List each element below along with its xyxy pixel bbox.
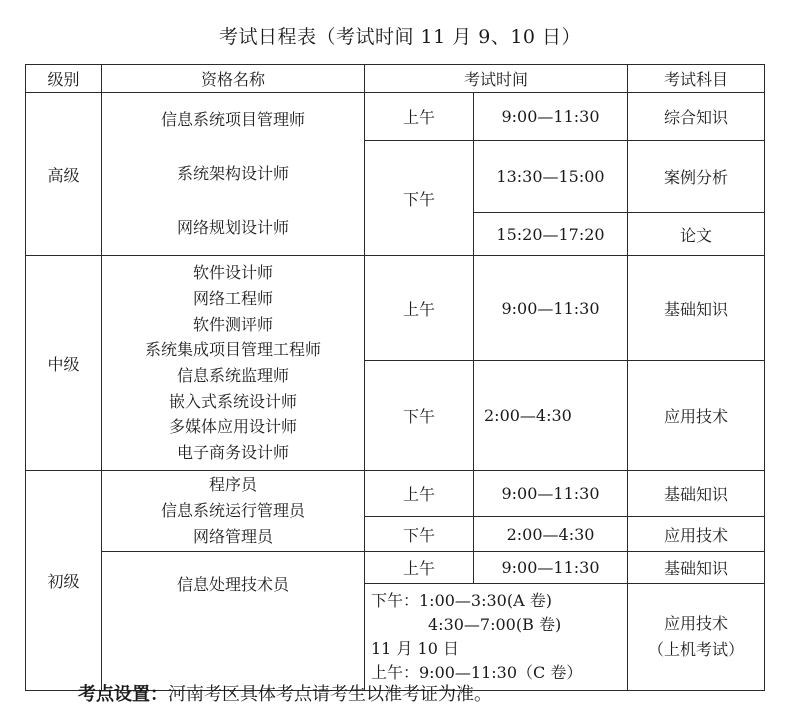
period-cell: 上午 [365, 552, 474, 584]
table-row [26, 256, 765, 361]
subject-label: 应用技术 [664, 614, 729, 633]
level-cell: 中级 [26, 256, 102, 471]
header-level: 级别 [26, 65, 102, 93]
period-cell: 下午 [365, 517, 474, 552]
subject-cell: 案例分析 [628, 141, 765, 213]
list-item: 嵌入式系统设计师 [168, 391, 297, 411]
time-note-line: 下午：1:00—3:30(A 卷) [371, 591, 552, 610]
list-item: 系统集成项目管理工程师 [144, 340, 321, 360]
time-note-line: 上午：9:00—11:30（C 卷） [371, 663, 583, 682]
subject-cell: 综合知识 [628, 93, 765, 141]
time-cell: 2:00—4:30 [474, 517, 628, 552]
time-cell: 9:00—11:30 [474, 93, 628, 141]
period-cell: 下午 [365, 361, 474, 471]
list-item: 软件设计师 [192, 263, 273, 283]
time-cell: 15:20—17:20 [474, 213, 628, 256]
time-note-cell [365, 584, 628, 691]
table-row [26, 471, 765, 517]
time-cell: 9:00—11:30 [474, 552, 628, 584]
level-cell: 高级 [26, 93, 102, 256]
period-cell: 上午 [365, 471, 474, 517]
footer-label: 考点设置： [78, 684, 168, 705]
header-name: 资格名称 [102, 65, 365, 93]
subject-cell: 基础知识 [628, 471, 765, 517]
period-cell: 下午 [365, 141, 474, 256]
subject-cell: 应用技术 [628, 361, 765, 471]
level-cell: 初级 [26, 471, 102, 691]
list-item: 网络管理员 [192, 527, 273, 546]
subject-cell [628, 584, 765, 691]
time-cell: 2:00—4:30 [474, 361, 628, 471]
list-item: 网络工程师 [192, 288, 273, 308]
table-header-row [26, 65, 765, 93]
subject-note: （上机考试） [648, 640, 745, 659]
list-item: 电子商务设计师 [176, 443, 289, 463]
time-note-line: 11 月 10 日 [371, 639, 459, 658]
list-item: 网络规划设计师 [176, 218, 289, 237]
list-item: 软件测评师 [192, 314, 273, 334]
names-cell: 信息处理技术员 [102, 552, 365, 691]
subject-cell: 应用技术 [628, 517, 765, 552]
time-cell: 9:00—11:30 [474, 256, 628, 361]
list-item: 系统架构设计师 [176, 164, 289, 183]
names-cell [102, 256, 365, 471]
names-cell [102, 93, 365, 256]
table-row [26, 93, 765, 141]
subject-cell: 基础知识 [628, 256, 765, 361]
exam-schedule-table [25, 64, 765, 691]
time-cell: 9:00—11:30 [474, 471, 628, 517]
page-title: 考试日程表（考试时间 11 月 9、10 日） [218, 26, 582, 48]
period-cell: 上午 [365, 256, 474, 361]
table-row [26, 552, 765, 584]
time-cell: 13:30—15:00 [474, 141, 628, 213]
list-item: 多媒体应用设计师 [168, 417, 297, 437]
names-cell [102, 471, 365, 552]
list-item: 信息系统监理师 [176, 366, 289, 385]
period-cell: 上午 [365, 93, 474, 141]
footer-note [78, 680, 492, 706]
time-note-line: 4:30—7:00(B 卷) [428, 615, 562, 634]
header-subject: 考试科目 [628, 65, 765, 93]
list-item: 程序员 [208, 475, 257, 494]
subject-cell: 论文 [628, 213, 765, 256]
header-time: 考试时间 [365, 65, 628, 93]
list-item: 信息系统运行管理员 [160, 501, 305, 520]
list-item: 信息系统项目管理师 [160, 110, 305, 129]
subject-cell: 基础知识 [628, 552, 765, 584]
footer-text: 河南考区具体考点请考生以准考证为准。 [168, 684, 492, 705]
